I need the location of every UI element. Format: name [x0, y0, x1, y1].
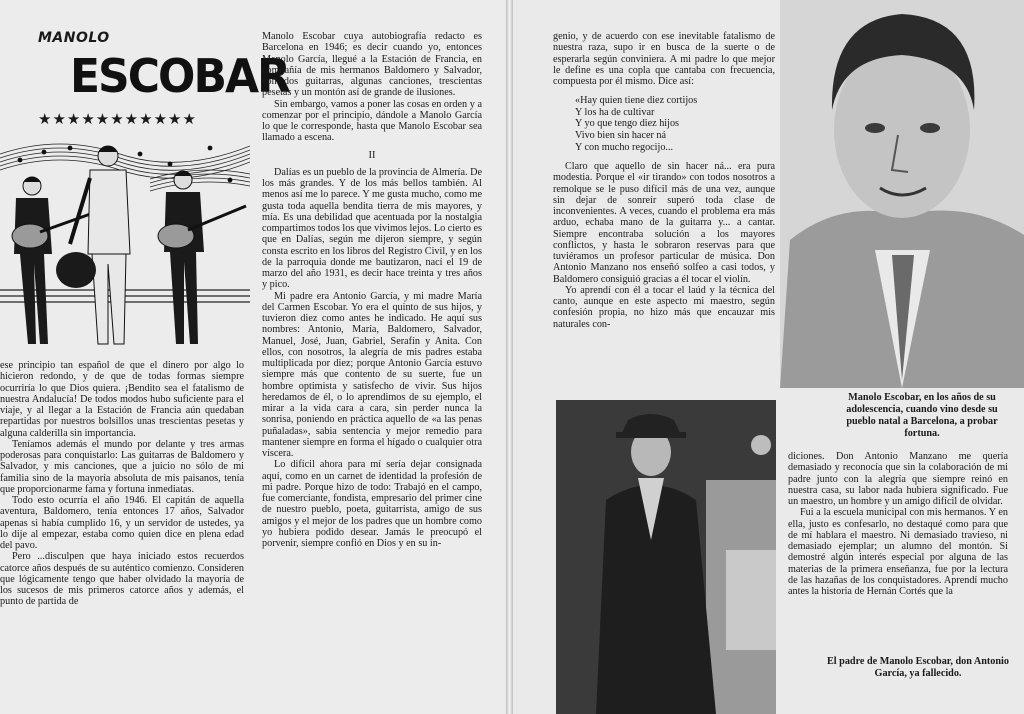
title-stars: ★★★★★★★★★★★	[38, 110, 197, 128]
caption-father: El padre de Manolo Escobar, don Antonio García, ya fallecido.	[826, 656, 1009, 679]
paragraph: Fui a la escuela municipal con mis hermanos. Y en ella, justo es confesarlo, no destaqué como para que de mí hablara el maestro. Ni demasiado travieso, ni demasiado ejemplar; un alumno del montón. Si demostré algún interés especial por alguna de las materias de la primera enseñanza, fue por la lectura de las hazañas de los conquistadores. Aprendí mucho antes la historia de Hernán Cortés que la	[788, 507, 1008, 597]
left-column-1	[0, 360, 244, 714]
title-surname: ESCOBAR	[70, 50, 289, 104]
father-photo	[556, 400, 776, 714]
paragraph: Yo aprendí con él a tocar el laúd y la técnica del canto, aunque en este aspecto mi maestro, según confesión propia, no hizo más que encauzar mis naturales con-	[553, 284, 775, 330]
paragraph: Pero ...disculpen que haya iniciado estos recuerdos catorce años después de su auténtico comienzo. Consideren que lógicamente tengo que haber olvidado la mayoría de los sucesos de mis primeros catorce años y además, el punto de partida de	[0, 551, 244, 608]
portrait-photo-adolescent	[780, 0, 1024, 388]
paragraph: genio, y de acuerdo con ese inevitable fatalismo de nuestra raza, supo ir en busca de la suerte o de esperarla según conviniera. A mi padre lo que mejor le define es una copla que cantaba con frecuencia, compuesta por él mismo. Dice así:	[553, 31, 775, 87]
caption-portrait: Manolo Escobar, en los años de su adolescencia, cuando vino desde su pueblo natal a Barcelona, a probar fortuna.	[846, 392, 998, 439]
portrait-image	[780, 0, 1024, 388]
paragraph: Sin embargo, vamos a poner las cosas en orden y a comenzar por el principio, dándole a Manolo García lo que le corresponde, hasta que Manolo Escobar sea llamado a escena.	[262, 98, 482, 144]
verse-line: Y yo que tengo diez hijos	[575, 118, 680, 130]
paragraph: ese principio tan español de que el dinero por algo lo hicieron redondo, y de que de todas formas siempre ocurriría lo que Dios quiera. ¡Bendito sea el fatalismo de nuestra Andalucía! De todos modos hubo suficiente para el viaje, y al llegar a la Estación de Francia aún quedaban repartidas por nuestros bolsillos unas trescientas pesetas y alguna calderilla sin importancia.	[0, 360, 244, 439]
father-verse	[575, 95, 775, 153]
book-gutter	[506, 0, 513, 714]
paragraph: Claro que aquello de sin hacer ná... era pura modestia. Porque el «ir tirando» con todos nosotros a remolque se le puso difícil más de una vez, aunque sin dejar de sonreír superó toda clase de inconvenientes. A veces, cuando el problema era más arduo, echaba mano de la guitarra y... a cantar. Siempre encontraba solución a los mayores conflictos, y hasta le sobraron reservas para que tuviéramos un profesor particular de música. Don Antonio Manzano nos enseñó solfeo a casi todos, y Baldomero consiguió gracias a él tocar el violín.	[553, 161, 775, 285]
three-guitarists-illustration	[0, 134, 250, 358]
paragraph: Manolo Escobar cuya autobiografía redacto es Barcelona en 1946; es decir cuando yo, entonces Manolo García, llegué a la Estación de Francia, en compañía de mis hermanos Baldomero y Salvador, con dos guitarras, algunas canciones, trescientas pesetas y un montón así de grande de ilusiones.	[262, 31, 482, 99]
right-column-2	[788, 451, 1008, 651]
section-numeral: II	[368, 149, 376, 161]
father-image	[556, 400, 776, 714]
right-column-1	[553, 31, 775, 391]
right-page	[513, 0, 1024, 714]
paragraph: Mi padre era Antonio García, y mi madre María del Carmen Escobar. Yo era el quinto de sus hijos, y tuvieron diez como antes he indicado. He aquí sus nombres: Antonio, María, Baldomero, Salvador, Manuel, José, Juan, Gabriel, Serafín y Anita. Con ellos, con nosotros, la alegría de mis padres estaba multiplicada por diez; porque Antonio García estuvo siempre más que contento de su suerte, fue un hombre optimista y satisfecho de vivir. Sus hijos heredamos de él, o lo aprendimos de su ejemplo, el mirar a la vida cara a cara, sin perder nunca la sonrisa, poniendo en práctica aquello de «a las penas puñaladas», sabia sentencia y mejor remedio para mantener siempre en forma el hígado o cualquier otra víscera.	[262, 290, 482, 459]
paragraph: diciones. Don Antonio Manzano me quería demasiado y reconocía que sin la colaboración de mi padre junto con la alegría que siempre reinó en nuestra casa, su labor nada hubiera significado. Fue un maestro, un hombre y un amigo difícil de olvidar.	[788, 451, 1008, 507]
paragraph: Lo difícil ahora para mí sería dejar consignada aquí, como en un carnet de identidad la profesión de mi padre. Porque hizo de todo: Trabajó en el campo, fue comerciante, fondista, empresario del primer cine de nuestro pueblo, poeta, guitarrista, amigo de sus amigos y el mejor de los padres que un hombre como yo hubiera podido desear. Jamás le preocupó el porvenir, siempre confió en Dios y en su in-	[262, 459, 482, 549]
left-page	[0, 0, 506, 714]
title-first-name: MANOLO	[38, 30, 110, 46]
paragraph: Todo esto ocurría el año 1946. El capitán de aquella aventura, Baldomero, tenía entonces 17 años, Salvador apenas si había cumplido 16, y un servidor de ustedes, ya lo dije al empezar, estaba como quien dice en plena edad del pavo.	[0, 495, 244, 551]
verse-line: Y con mucho regocijo...	[575, 141, 674, 153]
verse-line: Vivo bien sin hacer ná	[575, 130, 667, 142]
paragraph: Teníamos además el mundo por delante y tres armas poderosas para conquistarlo: Las guitarras de Baldomero y Salvador, y mis canciones, que a juicio no sólo de mi familia sino de la mayoría absoluta de mis paisanos, tenía que proporcionarme fama y fortuna inmediatas.	[0, 438, 244, 495]
paragraph: Dalías es un pueblo de la provincia de Almería. De los más grandes. Y de los más bellos también. Al menos así me lo parece. Y me gusta mucho, como me gusta toda aquella bendita tierra de mis mayores, y mía. Es una debilidad que acentuada por la nostalgia compartimos todos los que vivimos lejos. Lo cierto es que en Dalías, según me dijeron siempre, y según consta escrito en los libros del Registro Civil, y en los de la parroquia donde me bautizaron, nací el 19 de marzo del año 1931, es decir hace treinta y tres años y pico.	[262, 166, 482, 291]
left-column-2	[262, 31, 482, 714]
verse-line: Y los ha de cultivar	[575, 106, 655, 118]
verse-line: «Hay quien tiene diez cortijos	[575, 95, 698, 107]
